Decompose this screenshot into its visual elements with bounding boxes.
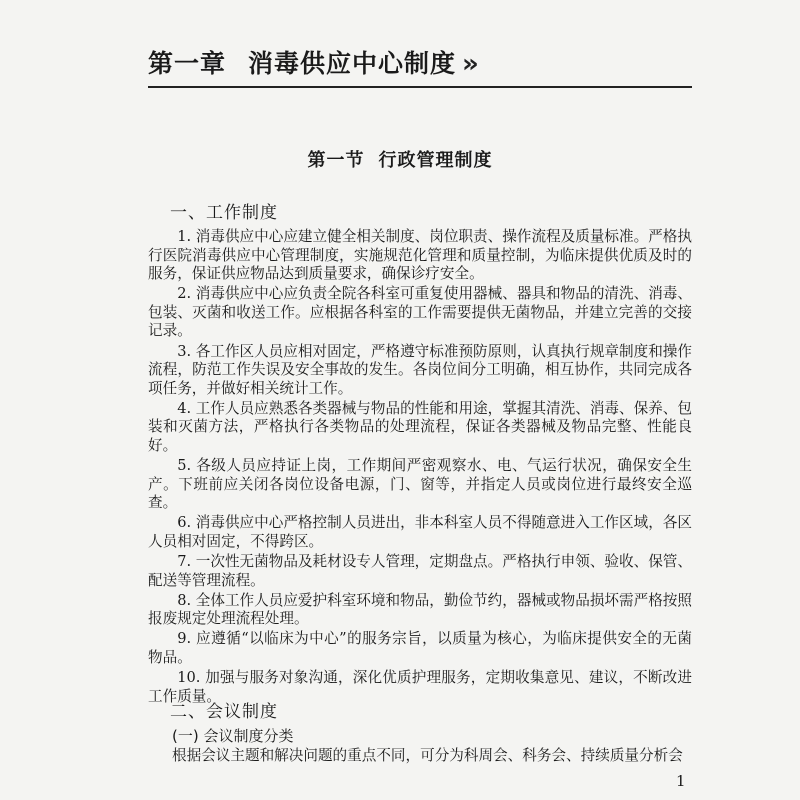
rule-item: 2. 消毒供应中心应负责全院各科室可重复使用器械、器具和物品的清洗、消毒、包装、灭菌和收送工作。应根据各科室的工作需要提供无菌物品，并建立完善的交接记录。 bbox=[148, 285, 692, 340]
rule-item: 10. 加强与服务对象沟通，深化优质护理服务，定期收集意见、建议，不断改进工作质量。 bbox=[148, 669, 692, 705]
rule-item: 1. 消毒供应中心应建立健全相关制度、岗位职责、操作流程及质量标准。严格执行医院消毒供应中心管理制度，实施规范化管理和质量控制，为临床提供优质及时的服务，保证供应物品达到质量要求，确保诊疗安全。 bbox=[148, 228, 692, 283]
subheading-meeting-types: (一) 会议制度分类 bbox=[172, 727, 294, 745]
chapter-number: 第一章 bbox=[148, 49, 227, 78]
section-name: 行政管理制度 bbox=[378, 150, 493, 171]
section-title bbox=[0, 146, 800, 172]
chapter-name: 消毒供应中心制度 bbox=[248, 49, 457, 78]
rule-item: 8. 全体工作人员应爱护科室环境和物品，勤俭节约，器械或物品损坏需严格按照报废规定处理流程处理。 bbox=[148, 591, 692, 628]
rule-item: 6. 消毒供应中心严格控制人员进出，非本科室人员不得随意进入工作区域，各区人员相对固定，不得跨区。 bbox=[148, 514, 692, 550]
heading-work-rules: 一、工作制度 bbox=[170, 203, 278, 223]
work-rules-list bbox=[148, 228, 692, 708]
double-chevron-right-icon: » bbox=[462, 49, 480, 79]
section-number: 第一节 bbox=[307, 150, 365, 171]
rule-item: 4. 工作人员应熟悉各类器械与物品的性能和用途，掌握其清洗、消毒、保养、包装和灭菌方法，严格执行各类物品的处理流程，保证各类器械及物品完整、性能良好。 bbox=[148, 399, 692, 455]
rule-item: 3. 各工作区人员应相对固定，严格遵守标准预防原则，认真执行规章制度和操作流程，防范工作失误及安全事故的发生。各岗位间分工明确，相互协作，共同完成各项任务，并做好相关统计工作。 bbox=[148, 342, 692, 397]
chapter-title bbox=[148, 44, 480, 80]
header-rule bbox=[148, 86, 692, 88]
page-number: 1 bbox=[676, 772, 686, 790]
rule-item: 9. 应遵循“以临床为中心”的服务宗旨，以质量为核心，为临床提供安全的无菌物品。 bbox=[148, 630, 692, 667]
meeting-types-text: 根据会议主题和解决问题的重点不同，可分为科周会、科务会、持续质量分析会 bbox=[172, 747, 683, 764]
rule-item: 7. 一次性无菌物品及耗材设专人管理，定期盘点。严格执行申领、验收、保管、配送等管理流程。 bbox=[148, 553, 692, 589]
rule-item: 5. 各级人员应持证上岗，工作期间严密观察水、电、气运行状况，确保安全生产。下班前应关闭各岗位设备电源，门、窗等，并指定人员或岗位进行最终安全巡查。 bbox=[148, 457, 692, 512]
heading-meeting-rules: 二、会议制度 bbox=[170, 702, 278, 722]
